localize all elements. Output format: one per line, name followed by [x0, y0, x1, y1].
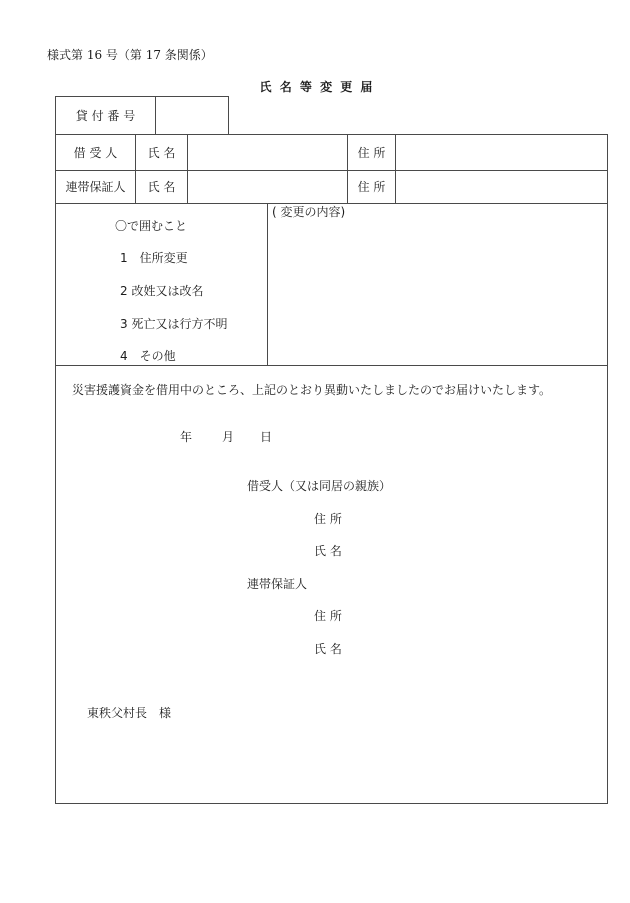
borrower-name-label: 氏 名	[135, 134, 188, 171]
form-title: 氏 名 等 変 更 届	[259, 80, 375, 94]
loan-number-label: 貸 付 番 号	[55, 96, 156, 135]
loan-number-field	[155, 96, 229, 135]
guarantor-name-label: 氏 名	[135, 170, 188, 204]
declarant-borrower-address-label: 住 所	[314, 512, 342, 526]
change-details-section	[267, 203, 608, 366]
declaration-section	[55, 365, 608, 804]
declarant-guarantor-name-label: 氏 名	[314, 642, 342, 656]
change-option-other: 4 その他	[120, 349, 176, 363]
guarantor-address-field	[395, 170, 608, 204]
date-month-label: 月	[222, 430, 235, 444]
change-option-surname: 2 改姓又は改名	[120, 284, 204, 298]
borrower-address-label: 住 所	[347, 134, 396, 171]
declarant-borrower-heading: 借受人（又は同居の親族）	[247, 479, 392, 493]
date-year-label: 年	[180, 430, 193, 444]
form-number: 様式第 16 号（第 17 条関係）	[47, 48, 213, 62]
declarant-borrower-name-label: 氏 名	[314, 544, 342, 558]
guarantor-label: 連帯保証人	[55, 170, 136, 204]
addressee: 東秩父村長 様	[87, 706, 172, 720]
borrower-label: 借 受 人	[55, 134, 136, 171]
guarantor-name-field	[187, 170, 348, 204]
change-type-instruction: 〇で囲むこと	[115, 219, 188, 233]
date-day-label: 日	[260, 430, 273, 444]
declarant-guarantor-address-label: 住 所	[314, 609, 342, 623]
guarantor-address-label: 住 所	[347, 170, 396, 204]
change-option-address: 1 住所変更	[120, 251, 188, 265]
borrower-name-field	[187, 134, 348, 171]
declarant-guarantor-heading: 連帯保証人	[247, 577, 308, 591]
declaration-statement: 災害援護資金を借用中のところ、上記のとおり異動いたしましたのでお届けいたします。	[72, 383, 552, 397]
change-option-death: 3 死亡又は行方不明	[120, 317, 228, 331]
change-details-label: ( 変更の内容)	[272, 205, 346, 219]
borrower-address-field	[395, 134, 608, 171]
change-type-section	[55, 203, 268, 366]
